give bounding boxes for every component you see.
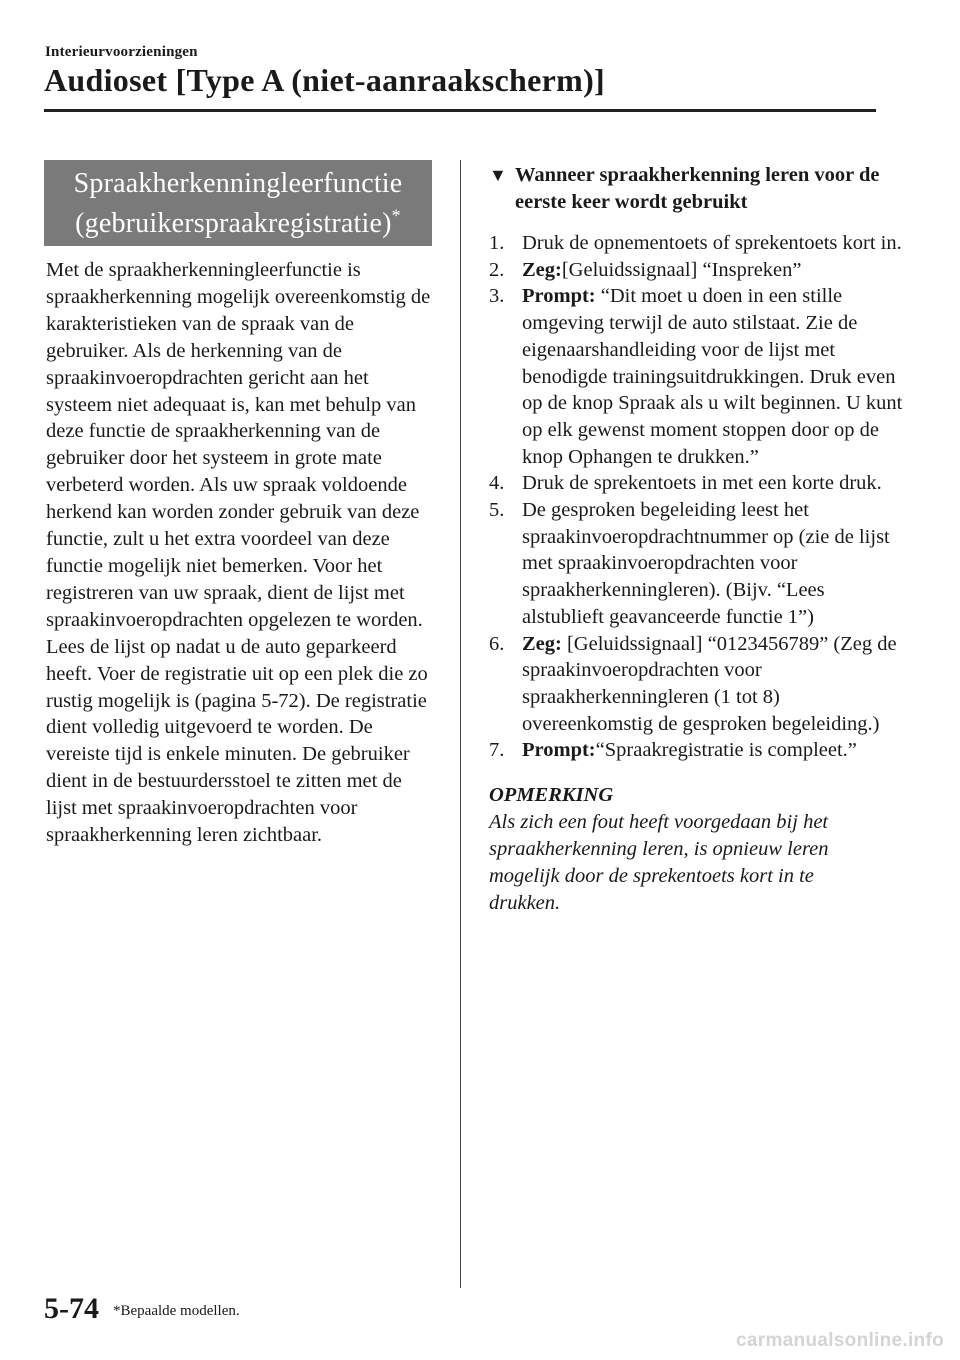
step-body: “Spraakregistratie is compleet.” xyxy=(595,739,857,762)
step-label: Prompt: xyxy=(522,285,596,308)
step-number: 7. xyxy=(489,739,505,762)
step-text xyxy=(522,737,909,764)
step-text xyxy=(522,497,909,631)
step-item xyxy=(489,283,909,470)
step-body: [Geluidssignaal] “0123456789” (Zeg de spraakinvoeropdrachten voor spraakherkenningleren (1 tot 8) overeenkomstig de gesproken begeleiding.) xyxy=(522,632,897,735)
step-number: 3. xyxy=(489,285,505,308)
step-body: Druk de sprekentoets in met een korte druk. xyxy=(522,472,882,495)
feature-asterisk: * xyxy=(391,205,401,226)
note-title: OPMERKING xyxy=(489,784,614,807)
title-rule xyxy=(44,109,876,112)
page-title: Audioset [Type A (niet-aanraakscherm)] xyxy=(44,62,605,98)
column-divider xyxy=(460,160,461,1288)
feature-description: Met de spraakherkenningleerfunctie is spraakherkenning mogelijk overeenkomstig de karakteristieken van de spraak van de gebruiker. Als de herkenning van de spraakinvoeropdrachten gericht aan het systeem niet adequaat is, kan met behulp van deze functie de spraakherkenning van de gebruiker door het systeem in grote mate verbeterd worden. Als uw spraak voldoende herkend kan worden zonder gebruik van deze functie, zult u het extra voordeel van deze functie mogelijk niet bemerken. Voor het registreren van uw spraak, dient de lijst met spraakinvoeropdrachten opgelezen te worden. Lees de lijst op nadat u de auto geparkeerd heeft. Voer de registratie uit op een plek die zo rustig mogelijk is (pagina 5-72). De registratie dient volledig uitgevoerd te worden. De vereiste tijd is enkele minuten. De gebruiker dient in de bestuurdersstoel te zitten met de lijst met spraakinvoeropdrachten voor spraakherkenning leren zichtbaar. xyxy=(46,259,431,847)
step-text xyxy=(522,470,909,497)
feature-title-line1: Spraakherkenningleerfunctie xyxy=(73,168,403,199)
feature-title-box xyxy=(44,160,432,246)
subheading-text: Wanneer spraakherkenning leren voor de eerste keer wordt gebruikt xyxy=(515,164,880,213)
step-text xyxy=(522,283,909,470)
step-label: Zeg: xyxy=(522,258,562,281)
step-item xyxy=(489,257,909,284)
section-label: Interieurvoorzieningen xyxy=(45,44,198,60)
step-label: Prompt: xyxy=(522,739,596,762)
step-label: Zeg: xyxy=(522,632,562,655)
steps-list xyxy=(489,230,909,764)
triangle-marker-icon: ▼ xyxy=(489,165,507,185)
step-item xyxy=(489,470,909,497)
step-item xyxy=(489,631,909,738)
subheading xyxy=(489,162,909,216)
step-number: 5. xyxy=(489,499,505,522)
step-item xyxy=(489,230,909,257)
step-number: 1. xyxy=(489,232,505,254)
page-number: 5-74 xyxy=(44,1292,99,1325)
step-number: 4. xyxy=(489,472,505,495)
step-text xyxy=(522,631,909,738)
step-text xyxy=(522,230,909,257)
step-body: Druk de opnementoets of sprekentoets kort in. xyxy=(522,232,902,254)
step-text xyxy=(522,257,909,284)
note-text: Als zich een fout heeft voorgedaan bij het spraakherkenning leren, is opnieuw leren mogelijk door de sprekentoets kort in te drukken. xyxy=(489,811,829,914)
right-column xyxy=(489,162,909,917)
feature-title-line2-text: (gebruikerspraakregistratie) xyxy=(75,208,392,239)
step-body: De gesproken begeleiding leest het spraakinvoeropdrachtnummer op (zie de lijst met spraakinvoeropdrachten voor spraakherkenningleren). (Bijv. “Lees alstublieft geavanceerde functie 1”) xyxy=(522,499,890,628)
step-body: [Geluidssignaal] “Inspreken” xyxy=(561,258,802,281)
step-number: 6. xyxy=(489,632,505,655)
feature-title-line2 xyxy=(44,204,432,244)
watermark: carmanualsonline.info xyxy=(736,1330,944,1351)
step-item xyxy=(489,737,909,764)
step-number: 2. xyxy=(489,258,505,281)
step-item xyxy=(489,497,909,631)
step-body: “Dit moet u doen in een stille omgeving terwijl de auto stilstaat. Zie de eigenaarshandleiding voor de lijst met benodigde trainingsuitdrukkingen. Druk even op de knop Spraak als u wilt beginnen. U kunt op elk gewenst moment stoppen door op de knop Ophangen te drukken.” xyxy=(522,285,903,468)
footnote: *Bepaalde modellen. xyxy=(113,1303,240,1319)
